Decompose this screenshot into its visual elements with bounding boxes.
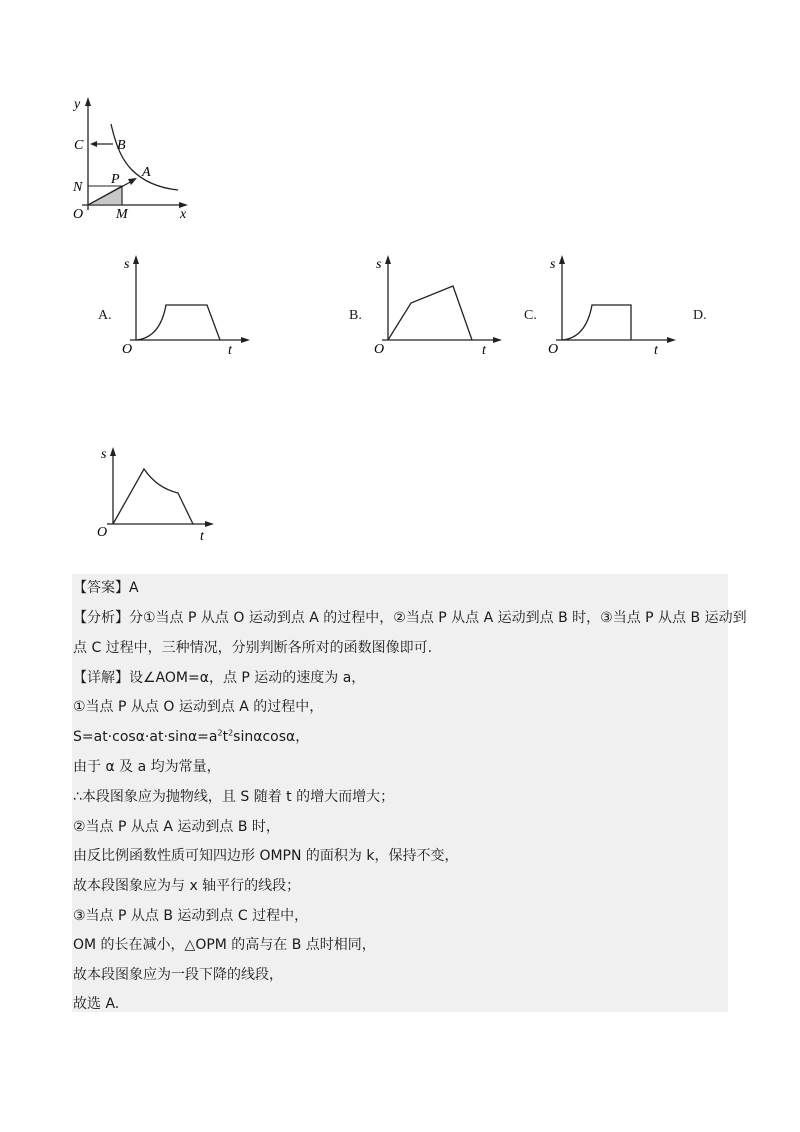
option-d-graph <box>93 442 233 552</box>
formula-post: sinαcosα， <box>233 729 310 745</box>
label-c: C <box>74 138 84 153</box>
label-a: A <box>142 165 151 180</box>
svg-text:s: s <box>124 257 130 272</box>
conclusion-3: 故本段图象应为一段下降的线段， <box>73 967 283 983</box>
svg-text:t: t <box>228 343 232 358</box>
svg-text:s: s <box>550 257 556 272</box>
svg-text:t: t <box>654 343 658 358</box>
option-a-curve <box>136 305 220 340</box>
analysis-line-1: 【分析】分①当点 P 从点 O 运动到点 A 的过程中，②当点 P 从点 A 运动到点 B 时，③当点 P 从点 B 运动到 <box>73 610 747 626</box>
om-note: OM 的长在减小，△OPM 的高与在 B 点时相同， <box>73 937 376 953</box>
svg-text:O: O <box>548 342 559 357</box>
answer-line: 【答案】A <box>73 580 139 596</box>
option-b-graph <box>368 250 508 360</box>
option-d-label: D. <box>693 308 707 323</box>
case-1: ①当点 P 从点 O 运动到点 A 的过程中， <box>73 699 324 715</box>
const-note: 由于 α 及 a 均为常量， <box>73 759 221 775</box>
formula-sup-2: 2 <box>228 728 234 738</box>
path-b-to-c-arrow <box>90 141 97 147</box>
main-figure <box>64 94 204 224</box>
option-b-label: B. <box>349 308 362 323</box>
conclusion-2: 故本段图象应为与 x 轴平行的线段； <box>73 878 301 894</box>
y-axis-arrow <box>85 97 91 106</box>
option-a-label: A. <box>98 308 112 323</box>
svg-text:O: O <box>374 342 385 357</box>
option-c-curve <box>562 305 631 340</box>
svg-text:O: O <box>97 525 108 540</box>
label-y: y <box>74 97 81 112</box>
label-m: M <box>116 207 128 222</box>
option-b-curve <box>388 286 472 340</box>
formula-pre: S=at·cosα·at·sinα=a <box>73 729 218 745</box>
final-answer: 故选 A. <box>73 996 120 1012</box>
option-c-graph <box>542 250 682 360</box>
option-a-graph <box>116 250 256 360</box>
path-o-to-a-arrow <box>128 178 137 185</box>
formula-mid: t <box>222 729 229 745</box>
case-2: ②当点 P 从点 A 运动到点 B 时， <box>73 819 280 835</box>
label-p: P <box>111 172 120 187</box>
option-c-label: C. <box>524 308 537 323</box>
hyperbola-curve <box>111 124 178 190</box>
conclusion-1: ∴本段图象应为抛物线，且 S 随着 t 的增大而增大； <box>73 789 395 805</box>
svg-text:t: t <box>200 529 204 544</box>
formula-line <box>73 727 309 747</box>
label-n: N <box>73 180 83 195</box>
option-d-curve <box>113 469 193 524</box>
svg-text:t: t <box>482 343 486 358</box>
property-line: 由反比例函数性质可知四边形 OMPN 的面积为 k，保持不变， <box>73 848 459 864</box>
label-o: O <box>73 207 84 222</box>
case-3: ③当点 P 从点 B 运动到点 C 过程中， <box>73 908 309 924</box>
label-b: B <box>117 138 126 153</box>
formula-sup-1: 2 <box>217 728 223 738</box>
svg-text:O: O <box>122 342 133 357</box>
svg-text:s: s <box>376 257 382 272</box>
label-x: x <box>180 207 187 222</box>
analysis-line-2: 点 C 过程中，三种情况，分别判断各所对的函数图像即可. <box>73 640 433 656</box>
detail-intro: 【详解】设∠AOM=α，点 P 运动的速度为 a， <box>73 670 366 686</box>
svg-text:s: s <box>101 447 107 462</box>
